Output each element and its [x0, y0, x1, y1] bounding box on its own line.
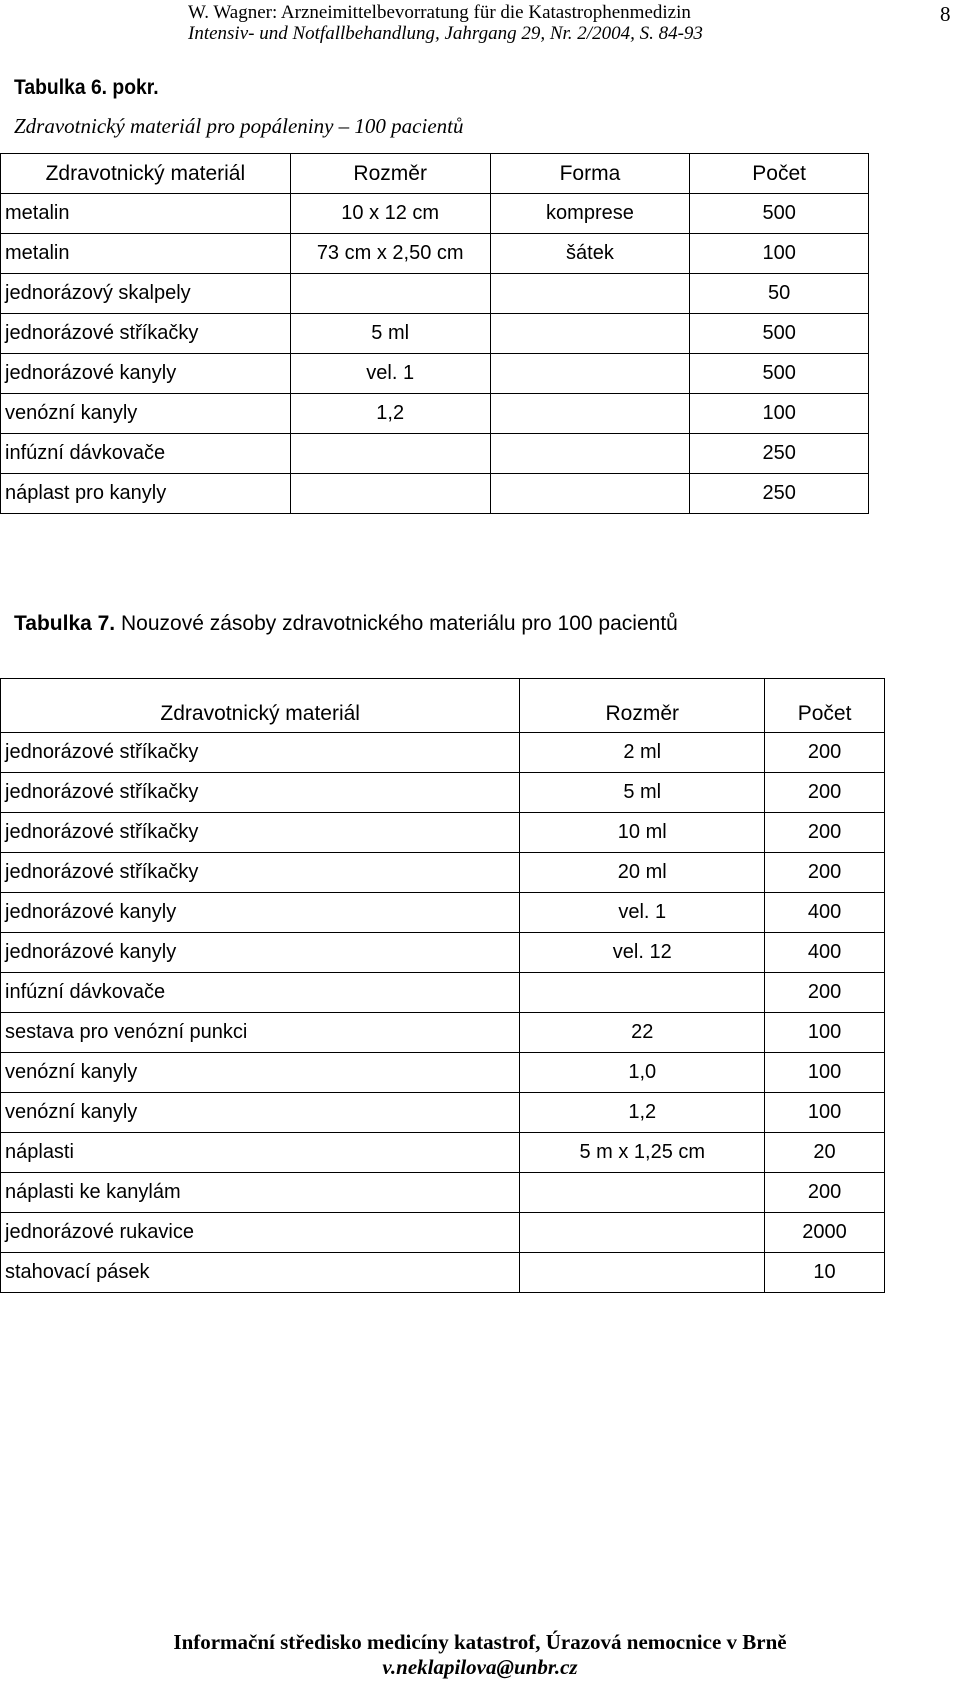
table-cell: 400	[765, 893, 885, 933]
table7-header-row	[1, 679, 885, 733]
table-cell: vel. 12	[520, 933, 765, 973]
table-cell: stahovací pásek	[1, 1253, 520, 1293]
table-cell: 200	[765, 973, 885, 1013]
table-cell: 22	[520, 1013, 765, 1053]
table-cell: jednorázové stříkačky	[1, 733, 520, 773]
table-row	[1, 933, 885, 973]
table-row	[1, 893, 885, 933]
table-cell: 500	[690, 354, 869, 394]
table-cell	[290, 434, 490, 474]
table-cell	[490, 274, 690, 314]
table-cell: venózní kanyly	[1, 394, 291, 434]
table6-col-header: Zdravotnický materiál	[1, 154, 291, 194]
table-cell: jednorázové stříkačky	[1, 813, 520, 853]
table-row	[1, 773, 885, 813]
table-cell: 400	[765, 933, 885, 973]
table-cell: náplasti	[1, 1133, 520, 1173]
table-cell: jednorázové rukavice	[1, 1213, 520, 1253]
table-row	[1, 1253, 885, 1293]
table6-col-header: Počet	[690, 154, 869, 194]
table-cell: 100	[690, 394, 869, 434]
table-row	[1, 853, 885, 893]
table-cell: 100	[765, 1013, 885, 1053]
table-cell	[290, 274, 490, 314]
table-row	[1, 394, 869, 434]
table-cell	[520, 1213, 765, 1253]
table-row	[1, 973, 885, 1013]
table-cell: infúzní dávkovače	[1, 434, 291, 474]
table7-caption: Nouzové zásoby zdravotnického materiálu pro 100 pacientů	[121, 612, 678, 635]
footer-email: v.neklapilova@unbr.cz	[382, 1655, 578, 1679]
table-cell: 2 ml	[520, 733, 765, 773]
table-cell	[490, 474, 690, 514]
table6-caption: Zdravotnický materiál pro popáleniny – 100 pacientů	[14, 114, 464, 138]
table-cell: 200	[765, 733, 885, 773]
table-cell: náplast pro kanyly	[1, 474, 291, 514]
table-cell: sestava pro venózní punkci	[1, 1013, 520, 1053]
table-cell: 1,2	[520, 1093, 765, 1133]
table-row	[1, 314, 869, 354]
table-row	[1, 194, 869, 234]
table-cell: 5 ml	[520, 773, 765, 813]
table6-col-header: Rozměr	[290, 154, 490, 194]
table-cell: jednorázové kanyly	[1, 933, 520, 973]
table-cell	[520, 1253, 765, 1293]
table-row	[1, 1013, 885, 1053]
table-cell	[490, 314, 690, 354]
table-row	[1, 1173, 885, 1213]
table-cell: 100	[765, 1053, 885, 1093]
table-cell	[520, 1173, 765, 1213]
table-cell	[520, 973, 765, 1013]
table-row	[1, 434, 869, 474]
table-cell: jednorázové kanyly	[1, 354, 291, 394]
table-row	[1, 733, 885, 773]
table-row	[1, 274, 869, 314]
table-row	[1, 1213, 885, 1253]
table-row	[1, 1053, 885, 1093]
table-cell: 200	[765, 813, 885, 853]
table-cell: infúzní dávkovače	[1, 973, 520, 1013]
table-row	[1, 1093, 885, 1133]
table6	[0, 153, 869, 514]
table-cell: 10 ml	[520, 813, 765, 853]
table-row	[1, 813, 885, 853]
table-cell: 250	[690, 474, 869, 514]
table-cell: 500	[690, 314, 869, 354]
table-cell: 10 x 12 cm	[290, 194, 490, 234]
table7-col-header: Počet	[765, 679, 885, 733]
table-cell: vel. 1	[290, 354, 490, 394]
table6-body	[1, 194, 869, 514]
table-cell: 500	[690, 194, 869, 234]
table-cell: 1,0	[520, 1053, 765, 1093]
table-cell: jednorázové stříkačky	[1, 853, 520, 893]
table-cell: 200	[765, 1173, 885, 1213]
table-cell: 200	[765, 773, 885, 813]
table7-label: Tabulka 7.	[14, 612, 116, 635]
table-cell	[490, 434, 690, 474]
table-cell: venózní kanyly	[1, 1093, 520, 1133]
table-cell: 10	[765, 1253, 885, 1293]
table-cell: 20	[765, 1133, 885, 1173]
table-cell: venózní kanyly	[1, 1053, 520, 1093]
table7-caption-line	[14, 612, 678, 636]
table-cell: náplasti ke kanylám	[1, 1173, 520, 1213]
header-citation-line2: Intensiv- und Notfallbehandlung, Jahrgang 29, Nr. 2/2004, S. 84-93	[188, 23, 703, 44]
table-cell: metalin	[1, 194, 291, 234]
page-number: 8	[940, 2, 951, 26]
table7-body	[1, 733, 885, 1293]
table-row	[1, 234, 869, 274]
table-cell	[490, 354, 690, 394]
footer-institution: Informační středisko medicíny katastrof, Úrazová nemocnice v Brně	[173, 1630, 787, 1654]
table-cell: 2000	[765, 1213, 885, 1253]
table-cell: šátek	[490, 234, 690, 274]
header-citation-line1: W. Wagner: Arzneimittelbevorratung für die Katastrophenmedizin	[188, 2, 691, 23]
table-cell: 5 m x 1,25 cm	[520, 1133, 765, 1173]
table-cell: 20 ml	[520, 853, 765, 893]
table-cell: 50	[690, 274, 869, 314]
table-cell: jednorázové stříkačky	[1, 314, 291, 354]
table6-label: Tabulka 6. pokr.	[14, 76, 159, 99]
table7-col-header: Zdravotnický materiál	[1, 679, 520, 733]
table-row	[1, 1133, 885, 1173]
table-cell: 1,2	[290, 394, 490, 434]
table-cell	[490, 394, 690, 434]
table-cell: jednorázový skalpely	[1, 274, 291, 314]
table-cell	[290, 474, 490, 514]
table-cell: metalin	[1, 234, 291, 274]
table7-col-header: Rozměr	[520, 679, 765, 733]
table-cell: 100	[690, 234, 869, 274]
table-cell: 100	[765, 1093, 885, 1133]
table-row	[1, 474, 869, 514]
table-cell: 5 ml	[290, 314, 490, 354]
table-row	[1, 354, 869, 394]
table-cell: jednorázové kanyly	[1, 893, 520, 933]
table-cell: jednorázové stříkačky	[1, 773, 520, 813]
table-cell: 73 cm x 2,50 cm	[290, 234, 490, 274]
table-cell: komprese	[490, 194, 690, 234]
table-cell: vel. 1	[520, 893, 765, 933]
table-cell: 200	[765, 853, 885, 893]
table7	[0, 678, 885, 1293]
table6-header-row	[1, 154, 869, 194]
table-cell: 250	[690, 434, 869, 474]
table6-col-header: Forma	[490, 154, 690, 194]
